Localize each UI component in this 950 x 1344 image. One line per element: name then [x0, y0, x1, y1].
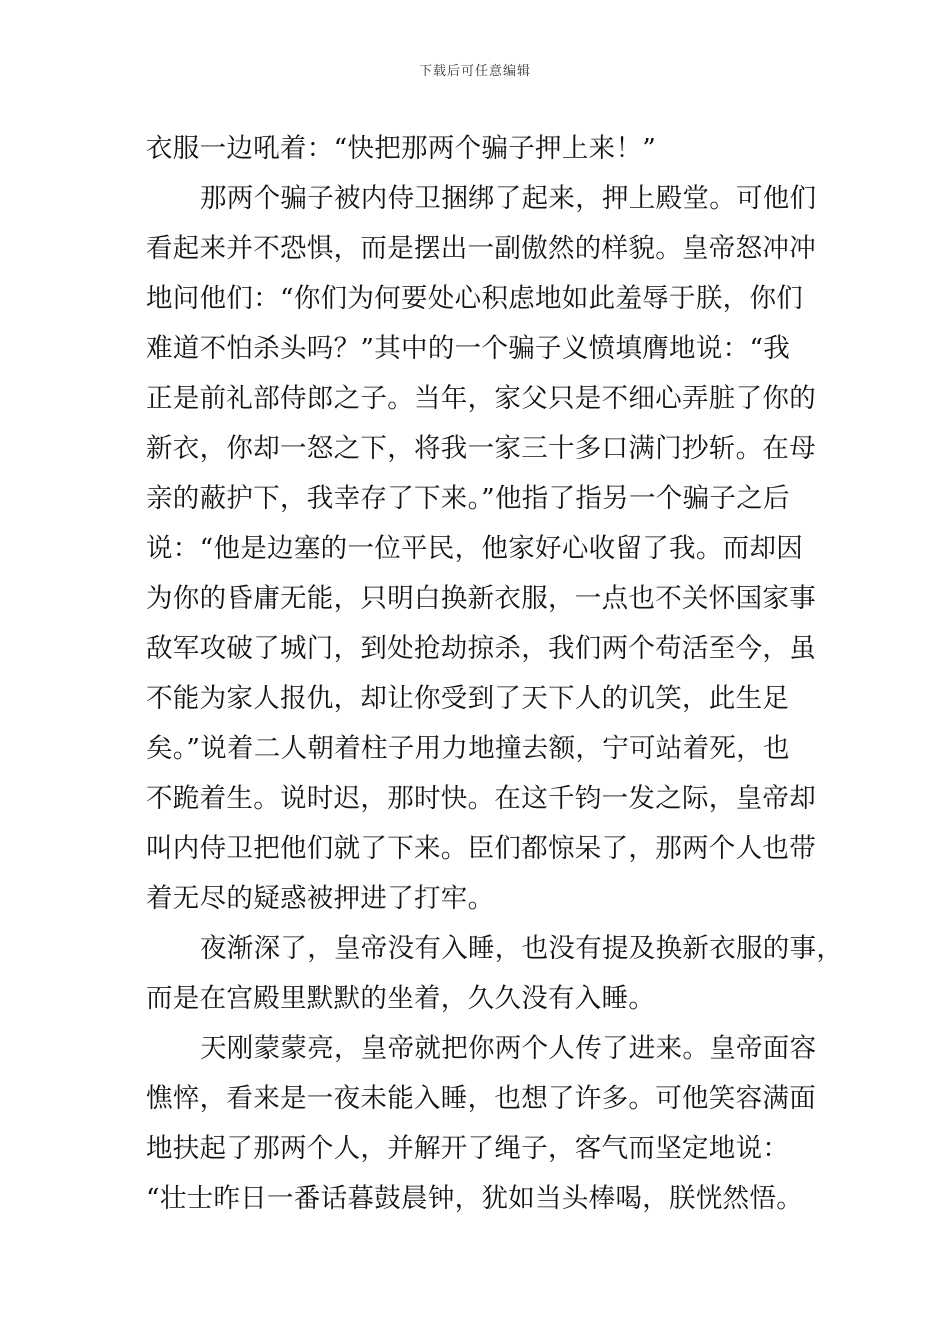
- text-line: 衣服一边吼着：“快把那两个骗子押上来！”: [146, 133, 657, 164]
- text-line: 而是在宫殿里默默的坐着，久久没有入睡。: [146, 983, 656, 1014]
- text-line: 敌军攻破了城门，到处抢劫掠杀，我们两个苟活至今，虽: [146, 633, 816, 664]
- text-line: 叫内侍卫把他们就了下来。臣们都惊呆了，那两个人也带: [146, 833, 816, 864]
- text-line: 新衣，你却一怒之下，将我一家三十多口满门抄斩。在母: [146, 433, 816, 464]
- text-line: 为你的昏庸无能，只明白换新衣服，一点也不关怀国家事: [146, 583, 816, 614]
- text-line: 矣。”说着二人朝着柱子用力地撞去额，宁可站着死，也: [146, 733, 790, 764]
- text-line: 看起来并不恐惧，而是摆出一副傲然的样貌。皇帝怒冲冲: [146, 233, 816, 264]
- text-line: 难道不怕杀头吗？”其中的一个骗子义愤填膺地说：“我: [146, 333, 791, 364]
- text-line: 不能为家人报仇，却让你受到了天下人的讥笑，此生足: [146, 683, 790, 714]
- text-line: 着无尽的疑惑被押进了打牢。: [146, 883, 495, 914]
- text-line: 地问他们：“你们为何要处心积虑地如此羞辱于朕，你们: [146, 283, 804, 314]
- text-line: 天刚蒙蒙亮，皇帝就把你两个人传了进来。皇帝面容: [200, 1033, 817, 1064]
- page-header: 下载后可任意编辑: [418, 64, 531, 79]
- text-line: 憔悴，看来是一夜未能入睡，也想了许多。可他笑容满面: [146, 1083, 816, 1114]
- body-text: [146, 124, 844, 1224]
- text-line: 夜渐深了，皇帝没有入睡，也没有提及换新衣服的事，: [200, 933, 844, 964]
- text-line: 说：“他是边塞的一位平民，他家好心收留了我。而却因: [146, 533, 804, 564]
- text-line: “壮士昨日一番话暮鼓晨钟，犹如当头棒喝，朕恍然悟。: [146, 1183, 804, 1214]
- text-line: 不跪着生。说时迟，那时快。在这千钧一发之际，皇帝却: [146, 783, 816, 814]
- text-line: 那两个骗子被内侍卫捆绑了起来，押上殿堂。可他们: [200, 183, 817, 214]
- text-line: 地扶起了那两个人，并解开了绳子，客气而坚定地说：: [146, 1133, 790, 1164]
- text-line: 正是前礼部侍郎之子。当年，家父只是不细心弄脏了你的: [146, 383, 816, 414]
- text-line: 亲的蔽护下，我幸存了下来。”他指了指另一个骗子之后: [146, 483, 790, 514]
